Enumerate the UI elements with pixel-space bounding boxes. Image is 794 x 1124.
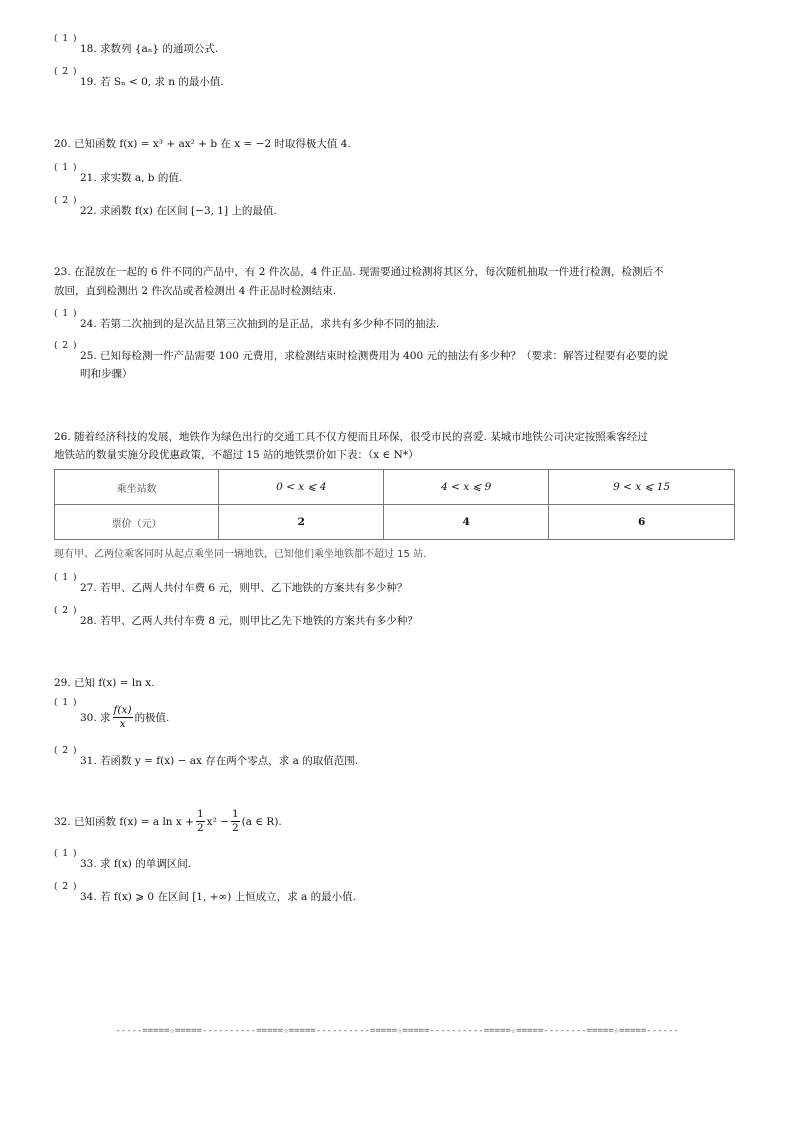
- fraction-denominator: 2: [231, 822, 239, 834]
- subquestion-24: [54, 309, 440, 333]
- question-text-mid: x² −: [206, 815, 229, 828]
- subquestion-30: [54, 698, 170, 731]
- subquestion-25: [54, 341, 668, 383]
- subquestion-number: ( 1 ): [54, 573, 78, 583]
- subquestion-text: 34. 若 f(x) ⩾ 0 在区间 [1, +∞) 上恒成立，求 a 的最小值.: [80, 891, 356, 903]
- subquestion-number: ( 2 ): [54, 606, 78, 616]
- subquestion-number: ( 1 ): [54, 163, 78, 173]
- table-cell: 6: [549, 505, 735, 540]
- fraction-denominator: 2: [196, 822, 204, 834]
- table-cell: 票价（元）: [55, 505, 219, 540]
- subquestion-27: [54, 573, 408, 597]
- question-29: 29. 已知 f(x) = ln x.: [54, 677, 155, 689]
- subquestion-text-line-1: 25. 已知每检测一件产品需要 100 元费用，求检测结束时检测费用为 400 元的抽法有多少种？（要求：解答过程要有必要的说: [80, 350, 668, 362]
- table-cell: 2: [219, 505, 384, 540]
- subquestion-number: ( 2 ): [54, 882, 78, 892]
- subquestion-text: 24. 若第二次抽到的是次品且第三次抽到的是正品，求共有多少种不同的抽法.: [80, 318, 440, 330]
- table-cell: 4: [384, 505, 549, 540]
- subquestion-text: 28. 若甲、乙两人共付车费 8 元，则甲比乙先下地铁的方案共有多少种？: [80, 615, 418, 627]
- subquestion-number: ( 2 ): [54, 67, 78, 77]
- subquestion-text: 22. 求函数 f(x) 在区间 [−3, 1] 上的最值.: [80, 205, 277, 217]
- question-text: 32. 已知函数 f(x) = a ln x +: [54, 815, 194, 828]
- subquestion-21: [54, 163, 183, 187]
- table-header-cell: 9 < x ⩽ 15: [549, 470, 735, 505]
- table-header-cell: 4 < x ⩽ 9: [384, 470, 549, 505]
- subquestion-number: ( 1 ): [54, 309, 78, 319]
- subquestion-18: [54, 34, 219, 58]
- question-23-line-2: 放回，直到检测出 2 件次品或者检测出 4 件正品时检测结束.: [54, 285, 337, 297]
- fraction: [231, 808, 240, 835]
- subquestion-text-line-2: 明和步骤）: [80, 368, 133, 380]
- subquestion-34: [54, 882, 356, 906]
- fraction-numerator: f(x): [113, 704, 132, 716]
- subquestion-number: ( 2 ): [54, 196, 78, 206]
- question-20: 20. 已知函数 f(x) = x³ + ax² + b 在 x = −2 时取得极大值 4.: [54, 138, 351, 150]
- fraction-numerator: 1: [196, 808, 204, 820]
- subquestion-text-end: 的极值.: [134, 711, 170, 724]
- page-footer-divider: -----=====☆=====----------=====☆=====----------=====☆=====----------=====☆=====--------=====☆=====------: [115, 1026, 679, 1036]
- question-26-line-2: 地铁站的数量实施分段优惠政策，不超过 15 站的地铁票价如下表：（x ∈ N*）: [54, 449, 419, 461]
- subquestion-text: 30. 求: [80, 711, 111, 724]
- subquestion-text: 27. 若甲、乙两人共付车费 6 元，则甲、乙下地铁的方案共有多少种？: [80, 582, 408, 594]
- fraction: [196, 808, 205, 835]
- table-row: [55, 505, 735, 540]
- fraction-denominator: x: [119, 718, 126, 730]
- subquestion-number: ( 2 ): [54, 746, 78, 756]
- question-26-followup: 现有甲、乙两位乘客同时从起点乘坐同一辆地铁，已知他们乘坐地铁都不超过 15 站.: [54, 549, 427, 560]
- question-23-line-1: 23. 在混放在一起的 6 件不同的产品中，有 2 件次品，4 件正品. 现需要通过检测将其区分，每次随机抽取一件进行检测，检测后不: [54, 266, 664, 278]
- subquestion-number: ( 1 ): [54, 34, 78, 44]
- subquestion-number: ( 1 ): [54, 698, 78, 708]
- subquestion-text: 31. 若函数 y = f(x) − ax 存在两个零点，求 a 的取值范围.: [80, 755, 359, 767]
- table-header-cell: 乘坐站数: [55, 470, 219, 505]
- subquestion-number: ( 1 ): [54, 849, 78, 859]
- question-26-line-1: 26. 随着经济科技的发展，地铁作为绿色出行的交通工具不仅方便而且环保，很受市民的喜爱. 某城市地铁公司决定按照乘客经过: [54, 431, 648, 443]
- fraction: [113, 704, 133, 731]
- subquestion-text: 33. 求 f(x) 的单调区间.: [80, 858, 192, 870]
- subquestion-text: 18. 求数列 {aₙ} 的通项公式.: [80, 43, 219, 55]
- subquestion-19: [54, 67, 224, 91]
- question-text-end: (a ∈ R).: [241, 815, 282, 828]
- subquestion-number: ( 2 ): [54, 341, 78, 351]
- subquestion-33: [54, 849, 192, 873]
- fraction-numerator: 1: [231, 808, 239, 820]
- subquestion-31: [54, 746, 359, 770]
- subquestion-text: 19. 若 Sₙ < 0, 求 n 的最小值.: [80, 76, 224, 88]
- table-row: [55, 470, 735, 505]
- table-header-cell: 0 < x ⩽ 4: [219, 470, 384, 505]
- fare-table: [54, 469, 735, 540]
- question-32: [54, 808, 282, 835]
- subquestion-text: 21. 求实数 a, b 的值.: [80, 172, 183, 184]
- subquestion-28: [54, 606, 418, 630]
- subquestion-22: [54, 196, 277, 220]
